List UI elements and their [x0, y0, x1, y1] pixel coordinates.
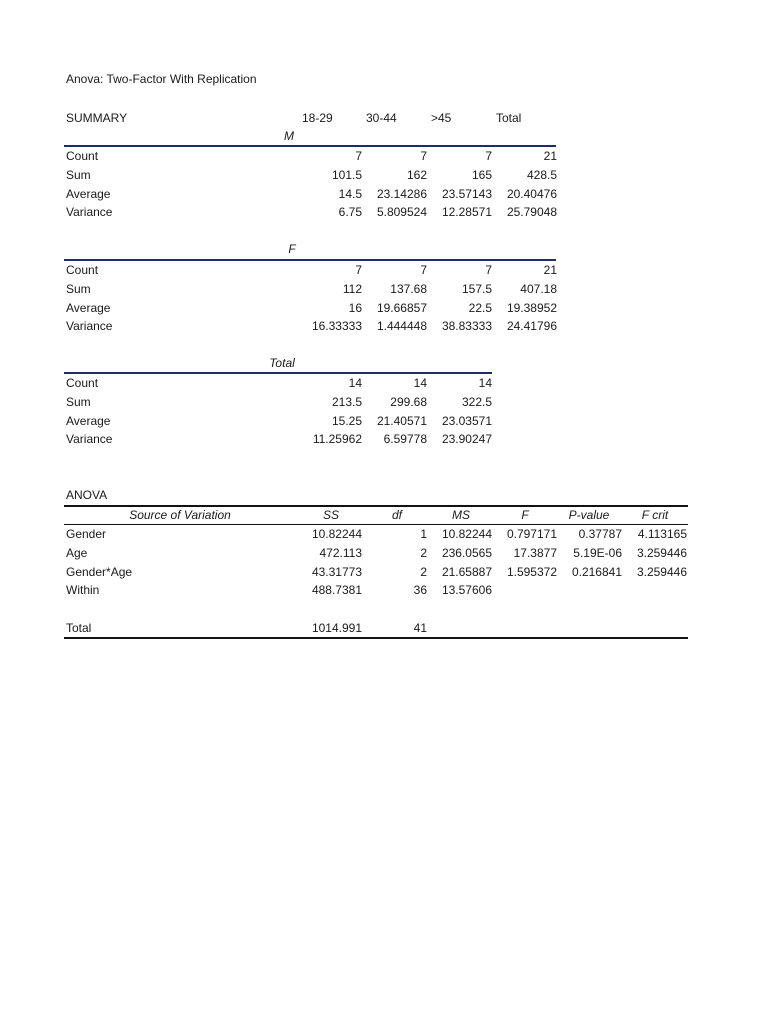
stat-label: Average	[66, 301, 111, 315]
stat-value: 15.25	[331, 414, 362, 428]
anova-total-label: Total	[66, 621, 92, 635]
stat-value: 38.83333	[441, 319, 492, 333]
anova-value: 1	[420, 527, 427, 541]
stat-label: Average	[66, 414, 111, 428]
group-name: F	[288, 242, 296, 256]
anova-value: 1.595372	[506, 565, 557, 579]
stat-value: 16	[348, 301, 362, 315]
stat-value: 7	[420, 263, 427, 277]
stat-value: 22.5	[468, 301, 492, 315]
stat-value: 23.14286	[376, 187, 427, 201]
stat-value: 21	[543, 263, 557, 277]
anova-total-value: 41	[413, 621, 427, 635]
stat-value: 24.41796	[506, 319, 557, 333]
anova-value: 0.37787	[578, 527, 622, 541]
anova-total-value: 1014.991	[311, 621, 362, 635]
stat-label: Variance	[66, 319, 113, 333]
stat-value: 407.18	[520, 282, 557, 296]
anova-value: 13.57606	[441, 583, 492, 597]
stat-value: 14	[348, 376, 362, 390]
stat-value: 7	[355, 149, 362, 163]
stat-value: 7	[485, 263, 492, 277]
group-name: M	[284, 129, 294, 143]
stat-value: 16.33333	[311, 319, 362, 333]
group-header-rule	[64, 145, 556, 147]
stat-value: 137.68	[390, 282, 427, 296]
stat-value: 7	[485, 149, 492, 163]
stat-value: 19.66857	[376, 301, 427, 315]
stat-value: 1.444448	[376, 319, 427, 333]
stat-value: 19.38952	[506, 301, 557, 315]
anova-source-label: Age	[66, 546, 88, 560]
stat-value: 20.40476	[506, 187, 557, 201]
anova-value: 488.7381	[311, 583, 362, 597]
stat-value: 5.809524	[376, 205, 427, 219]
stat-value: 157.5	[461, 282, 492, 296]
stat-label: Average	[66, 187, 111, 201]
stat-value: 7	[420, 149, 427, 163]
stat-value: 14	[478, 376, 492, 390]
group-name: Total	[269, 356, 295, 370]
stat-value: 23.03571	[441, 414, 492, 428]
stat-label: Count	[66, 263, 99, 277]
anova-value: 10.82244	[311, 527, 362, 541]
group-header-rule	[64, 259, 556, 261]
stat-value: 21	[543, 149, 557, 163]
anova-column-header: df	[391, 508, 402, 522]
stat-value: 14	[413, 376, 427, 390]
anova-column-header: F crit	[641, 508, 669, 522]
anova-value: 10.82244	[441, 527, 492, 541]
anova-label: ANOVA	[66, 488, 108, 502]
stat-value: 101.5	[331, 168, 362, 182]
anova-source-label: Gender	[66, 527, 107, 541]
stat-value: 6.59778	[383, 432, 427, 446]
summary-label: SUMMARY	[66, 111, 128, 125]
anova-header-rule	[64, 524, 688, 525]
anova-value: 0.216841	[571, 565, 622, 579]
anova-column-header: Source of Variation	[129, 508, 231, 522]
stat-value: 322.5	[461, 395, 492, 409]
stat-value: 23.90247	[441, 432, 492, 446]
stat-value: 25.79048	[506, 205, 557, 219]
anova-value: 17.3877	[513, 546, 557, 560]
group-header-rule	[64, 372, 492, 374]
anova-value: 236.0565	[441, 546, 492, 560]
summary-column-header: >45	[431, 111, 452, 125]
anova-column-header: F	[521, 508, 529, 522]
anova-bottom-rule	[64, 637, 688, 639]
stat-value: 213.5	[331, 395, 362, 409]
stat-value: 165	[471, 168, 492, 182]
stat-value: 112	[342, 282, 362, 296]
anova-column-header: P-value	[568, 508, 610, 522]
summary-column-header: 18-29	[302, 111, 333, 125]
anova-value: 5.19E-06	[573, 546, 622, 560]
stat-label: Sum	[66, 282, 91, 296]
summary-column-header: Total	[496, 111, 522, 125]
stat-value: 23.57143	[441, 187, 492, 201]
summary-column-header: 30-44	[366, 111, 397, 125]
anova-value: 0.797171	[506, 527, 557, 541]
stat-value: 162	[406, 168, 427, 182]
stat-value: 6.75	[338, 205, 362, 219]
stat-value: 7	[355, 263, 362, 277]
report-title: Anova: Two-Factor With Replication	[66, 72, 257, 86]
anova-value: 43.31773	[311, 565, 362, 579]
stat-label: Variance	[66, 205, 113, 219]
stat-value: 12.28571	[441, 205, 492, 219]
anova-value: 2	[420, 546, 427, 560]
anova-value: 4.113165	[637, 527, 687, 541]
anova-value: 2	[420, 565, 427, 579]
stat-label: Variance	[66, 432, 113, 446]
stat-value: 428.5	[526, 168, 557, 182]
anova-column-header: SS	[322, 508, 339, 522]
anova-source-label: Within	[66, 583, 100, 597]
stat-label: Sum	[66, 395, 91, 409]
stat-value: 14.5	[338, 187, 362, 201]
anova-column-header: MS	[452, 508, 470, 522]
stat-value: 299.68	[390, 395, 427, 409]
stat-value: 11.25962	[312, 432, 362, 446]
anova-value: 3.259446	[636, 546, 687, 560]
anova-value: 472.113	[319, 546, 362, 560]
anova-value: 21.65887	[441, 565, 492, 579]
stat-label: Count	[66, 376, 99, 390]
stat-label: Sum	[66, 168, 91, 182]
stat-label: Count	[66, 149, 99, 163]
stat-value: 21.40571	[376, 414, 427, 428]
anova-value: 3.259446	[636, 565, 687, 579]
anova-value: 36	[413, 583, 427, 597]
anova-source-label: Gender*Age	[66, 565, 133, 579]
